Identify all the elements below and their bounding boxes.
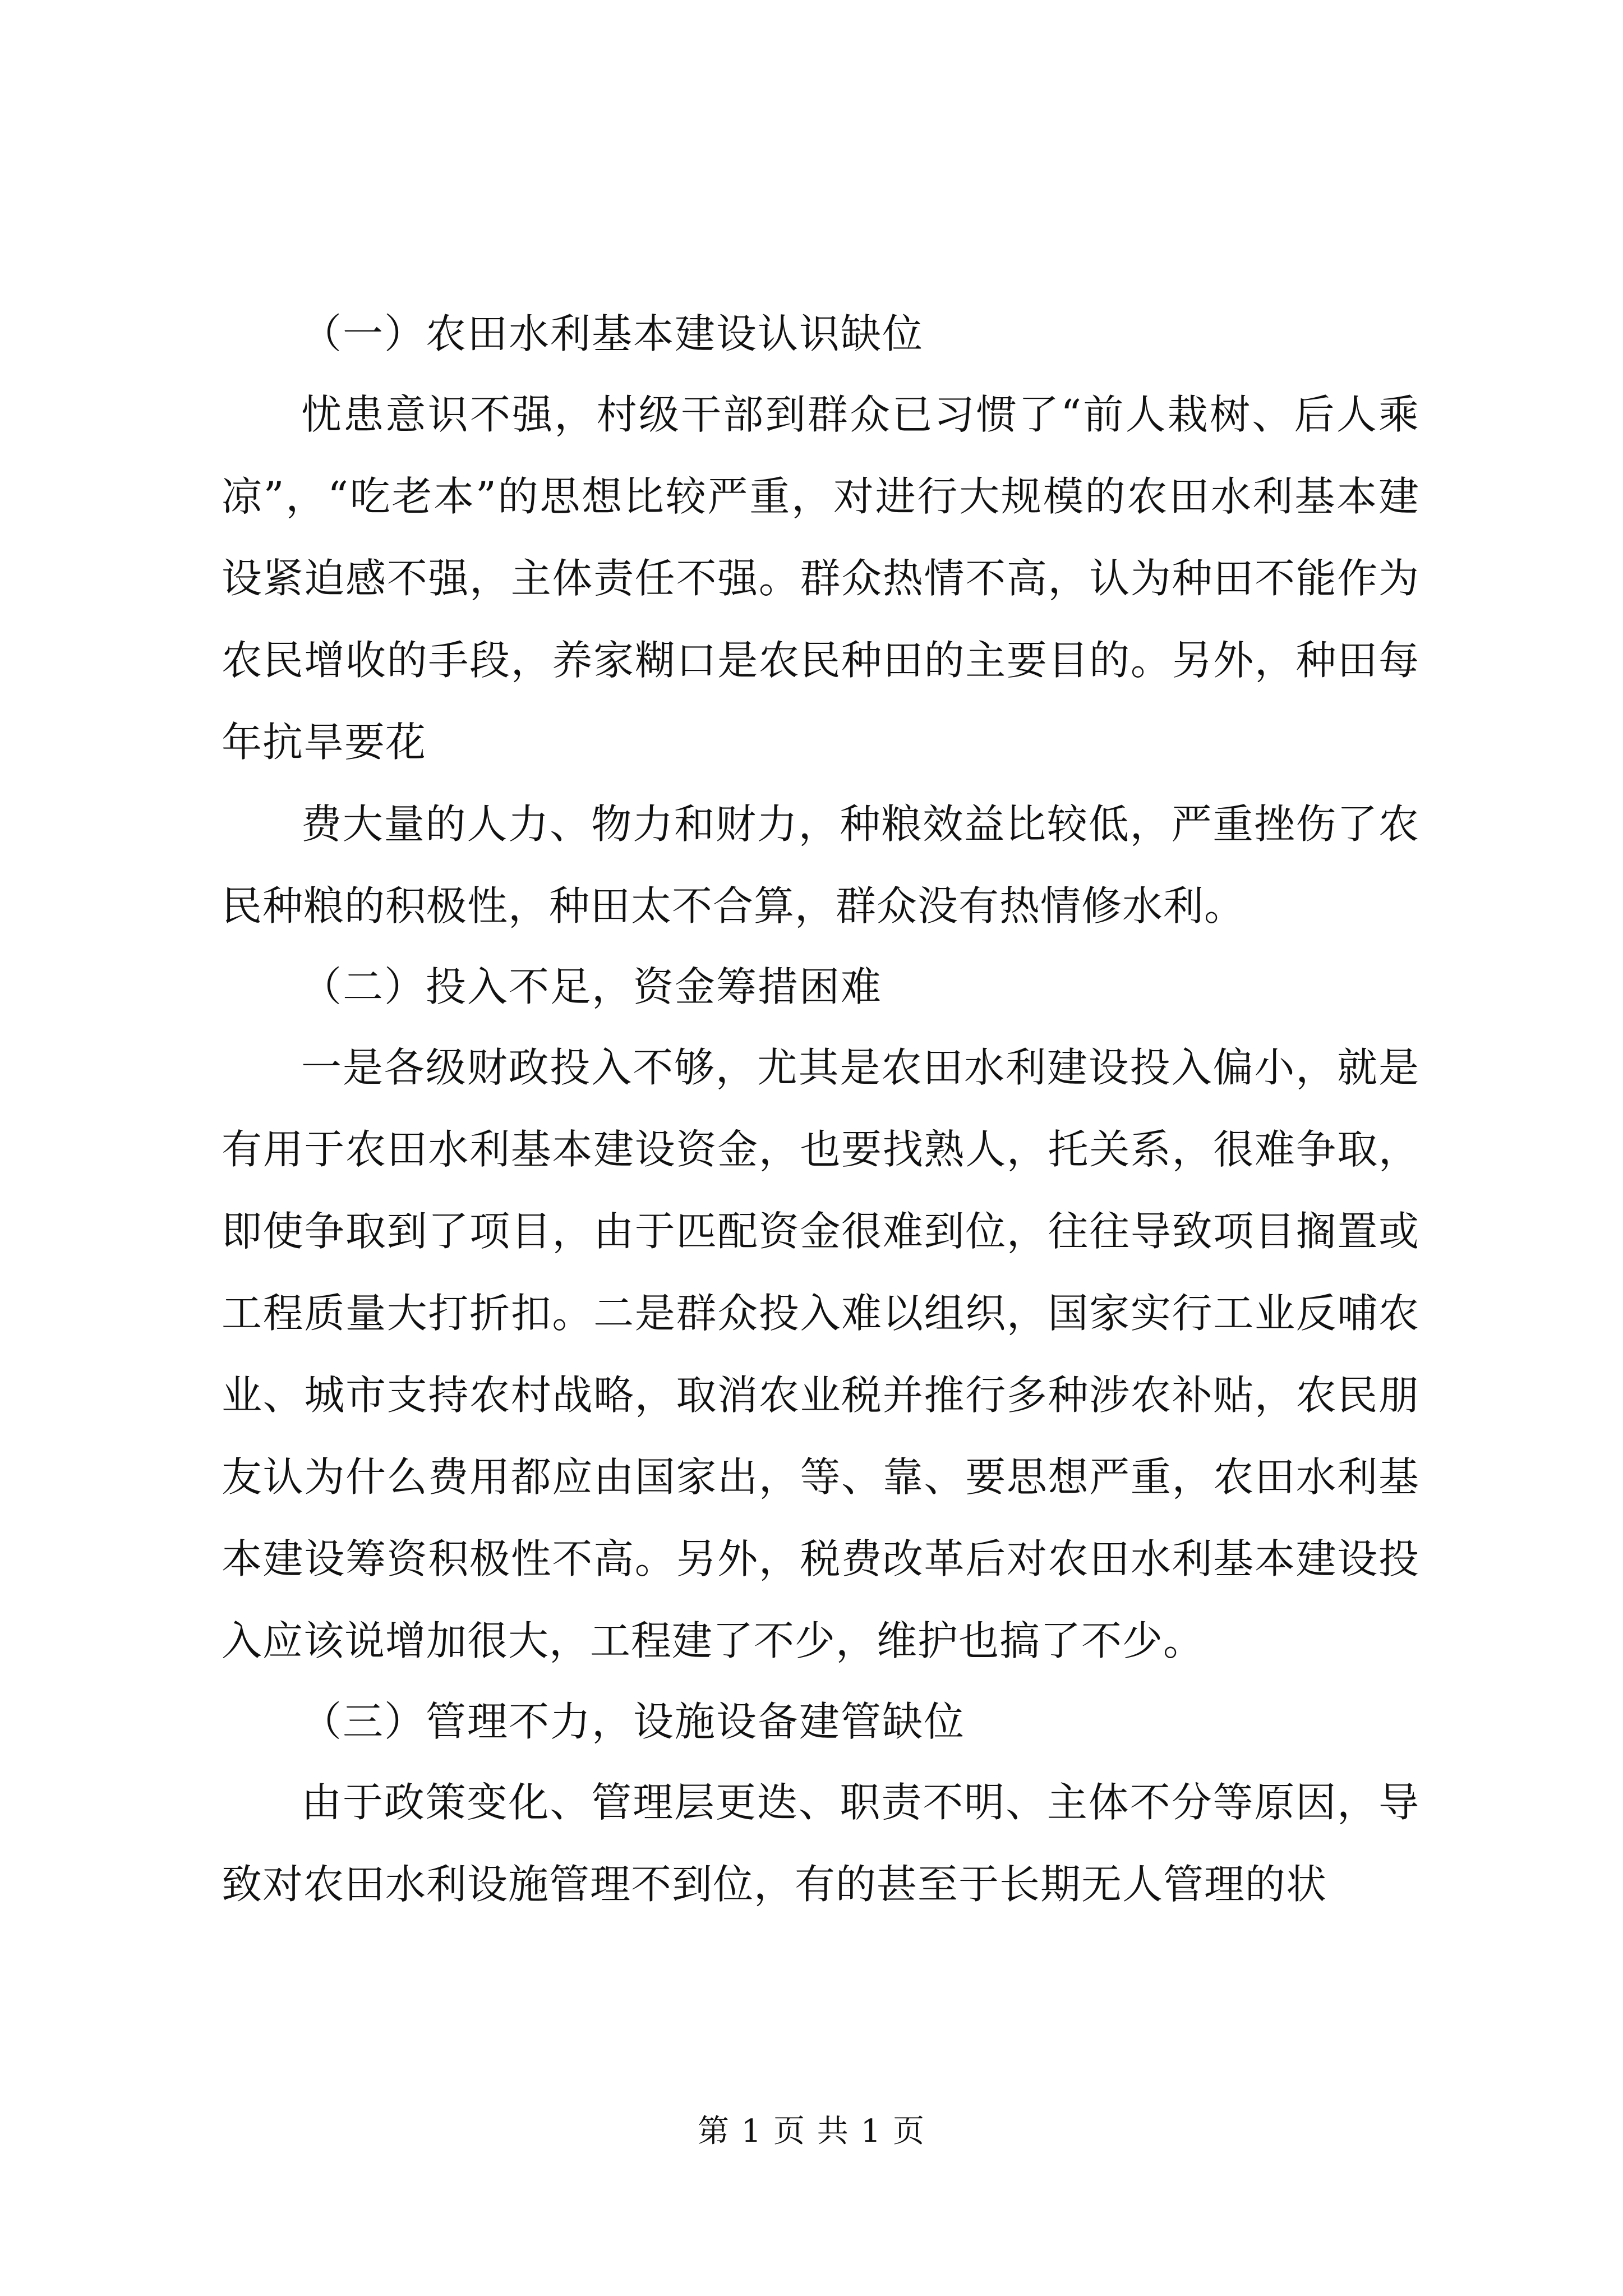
section-heading-1: （一）农田水利基本建设认识缺位 [301,310,924,357]
section-heading-3: （三）管理不力，设施设备建管缺位 [301,1698,966,1745]
paragraph-3: 一是各级财政投入不够，尤其是农田水利建设投入偏小，就是有用于农田水利基本建设资金，也要找熟人，托关系，很难争取，即使争取到了项目，由于匹配资金很难到位，往往导致项目搁置或工程质量大打折扣。二是群众投入难以组织，国家实行工业反哺农业、城市支持农村战略，取消农业税并推行多种涉农补贴，农民朋友认为什么费用都应由国家出，等、靠、要思想严重，农田水利基本建设筹资积极性不高。另外，税费改革后对农田水利基本建设投入应该说增加很大，工程建了不少，维护也搞了不少。 [222,1044,1419,1664]
paragraph-4: 由于政策变化、管理层更迭、职责不明、主体不分等原因，导致对农田水利设施管理不到位，有的甚至于长期无人管理的状 [222,1779,1419,1908]
page-footer: 第 1 页 共 1 页 [697,2113,926,2150]
paragraph-1: 忧患意识不强，村级干部到群众已习惯了“前人栽树、后人乘凉”，“吃老本”的思想比较严重，对进行大规模的农田水利基本建设紧迫感不强，主体责任不强。群众热情不高，认为种田不能作为农民增收的手段，养家糊口是农民种田的主要目的。另外，种田每年抗旱要花 [222,391,1419,766]
document-body [222,294,1419,1925]
paragraph-2: 费大量的人力、物力和财力，种粮效益比较低，严重挫伤了农民种粮的积极性，种田太不合算，群众没有热情修水利。 [222,800,1419,930]
section-heading-2: （二）投入不足，资金筹措困难 [301,963,883,1010]
